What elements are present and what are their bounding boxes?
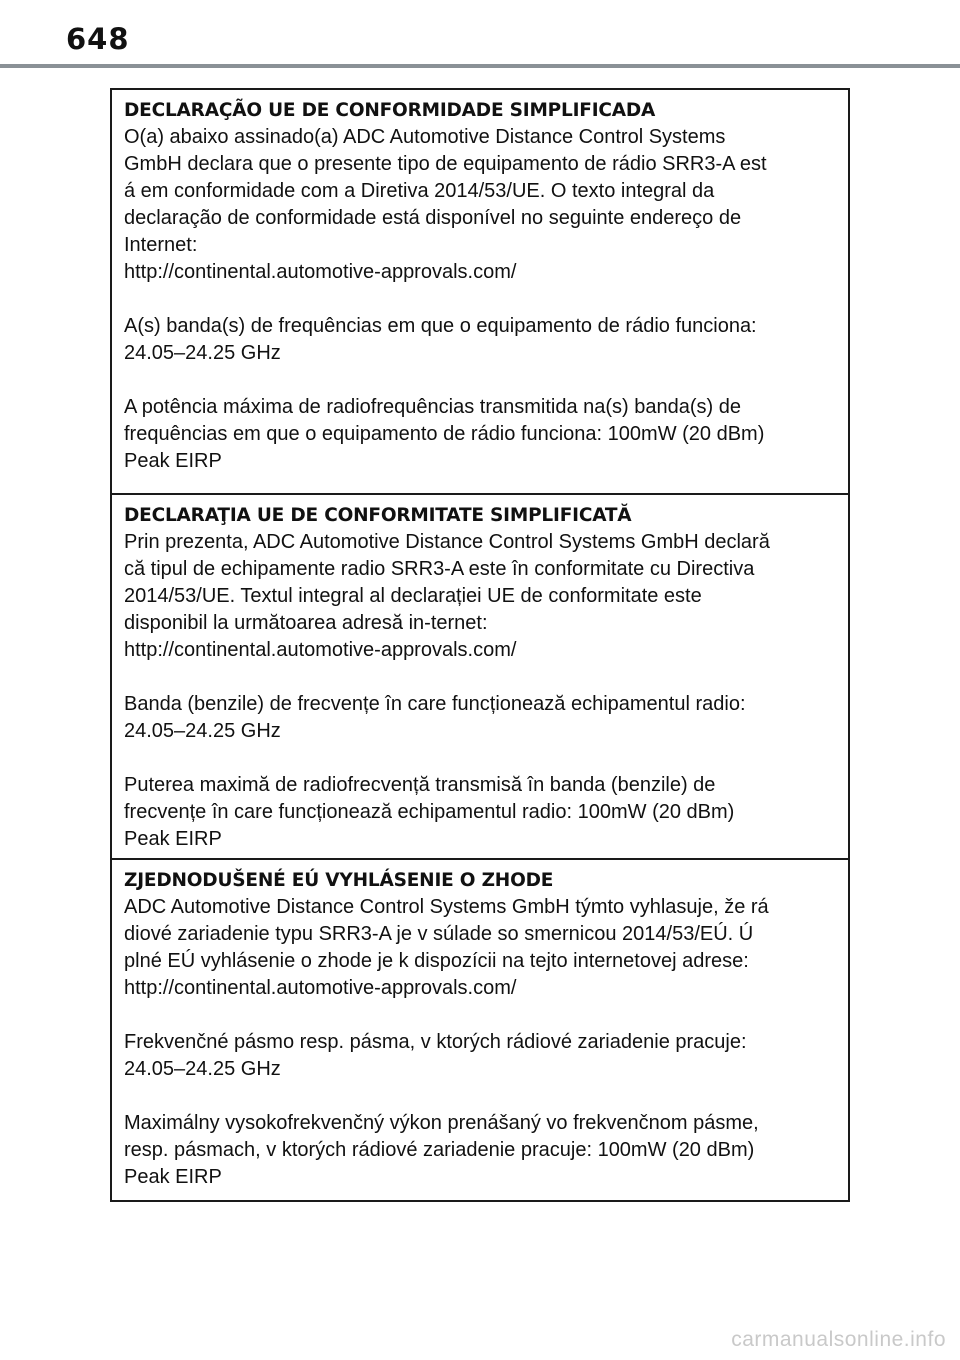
watermark: carmanualsonline.info: [731, 1328, 946, 1351]
section-title: DECLARAŢIA UE DE CONFORMITATE SIMPLIFICATĂ: [124, 505, 632, 526]
text-line: disponibil la următoarea adresă in-ternet:: [124, 612, 488, 634]
url-line: http://continental.automotive-approvals.com/: [124, 977, 517, 999]
blank-line: [124, 1002, 838, 1029]
text-line: Frekvenčné pásmo resp. pásma, v ktorých rádiové zariadenie pracuje:: [124, 1031, 747, 1053]
text-line: Peak EIRP: [124, 1166, 222, 1188]
text-line: 2014/53/UE. Textul integral al declarației UE de conformitate este: [124, 585, 702, 607]
header-rule: [0, 64, 960, 68]
url-line: http://continental.automotive-approvals.com/: [124, 261, 517, 283]
text-line: Banda (benzile) de frecvențe în care funcționează echipamentul radio:: [124, 693, 746, 715]
blank-line: [124, 745, 838, 772]
section-title: DECLARAÇÃO UE DE CONFORMIDADE SIMPLIFICADA: [124, 100, 656, 121]
url-line: http://continental.automotive-approvals.com/: [124, 639, 517, 661]
blank-line: [124, 286, 838, 313]
text-line: frequências em que o equipamento de rádio funciona: 100mW (20 dBm): [124, 423, 765, 445]
blank-line: [124, 664, 838, 691]
text-line: A(s) banda(s) de frequências em que o equipamento de rádio funciona:: [124, 315, 757, 337]
text-line: GmbH declara que o presente tipo de equipamento de rádio SRR3-A est: [124, 153, 767, 175]
declaration-section-portuguese: [112, 90, 848, 495]
text-line: Prin prezenta, ADC Automotive Distance Control Systems GmbH declară: [124, 531, 770, 553]
frequency-line: 24.05–24.25 GHz: [124, 720, 281, 742]
section-title: ZJEDNODUŠENÉ EÚ VYHLÁSENIE O ZHODE: [124, 870, 554, 891]
blank-line: [124, 367, 838, 394]
text-line: á em conformidade com a Diretiva 2014/53/UE. O texto integral da: [124, 180, 715, 202]
text-line: Peak EIRP: [124, 450, 222, 472]
text-line: Internet:: [124, 234, 198, 256]
declarations-table: [110, 88, 850, 1202]
declaration-section-romanian: [112, 495, 848, 860]
text-line: că tipul de echipamente radio SRR3-A este în conformitate cu Directiva: [124, 558, 755, 580]
page-number: 648: [66, 22, 130, 56]
frequency-line: 24.05–24.25 GHz: [124, 342, 281, 364]
text-line: Maximálny vysokofrekvenčný výkon prenášaný vo frekvenčnom pásme,: [124, 1112, 759, 1134]
text-line: O(a) abaixo assinado(a) ADC Automotive Distance Control Systems: [124, 126, 726, 148]
text-line: frecvențe în care funcționează echipamentul radio: 100mW (20 dBm): [124, 801, 735, 823]
text-line: Peak EIRP: [124, 828, 222, 850]
declaration-section-slovak: [112, 860, 848, 1200]
text-line: declaração de conformidade está disponível no seguinte endereço de: [124, 207, 742, 229]
text-line: resp. pásmach, v ktorých rádiové zariadenie pracuje: 100mW (20 dBm): [124, 1139, 755, 1161]
text-line: A potência máxima de radiofrequências transmitida na(s) banda(s) de: [124, 396, 741, 418]
text-line: Puterea maximă de radiofrecvență transmisă în banda (benzile) de: [124, 774, 716, 796]
frequency-line: 24.05–24.25 GHz: [124, 1058, 281, 1080]
blank-line: [124, 1083, 838, 1110]
text-line: diové zariadenie typu SRR3-A je v súlade so smernicou 2014/53/EÚ. Ú: [124, 923, 754, 945]
text-line: plné EÚ vyhlásenie o zhode je k dispozícii na tejto internetovej adrese:: [124, 950, 749, 972]
text-line: ADC Automotive Distance Control Systems GmbH týmto vyhlasuje, že rá: [124, 896, 769, 918]
